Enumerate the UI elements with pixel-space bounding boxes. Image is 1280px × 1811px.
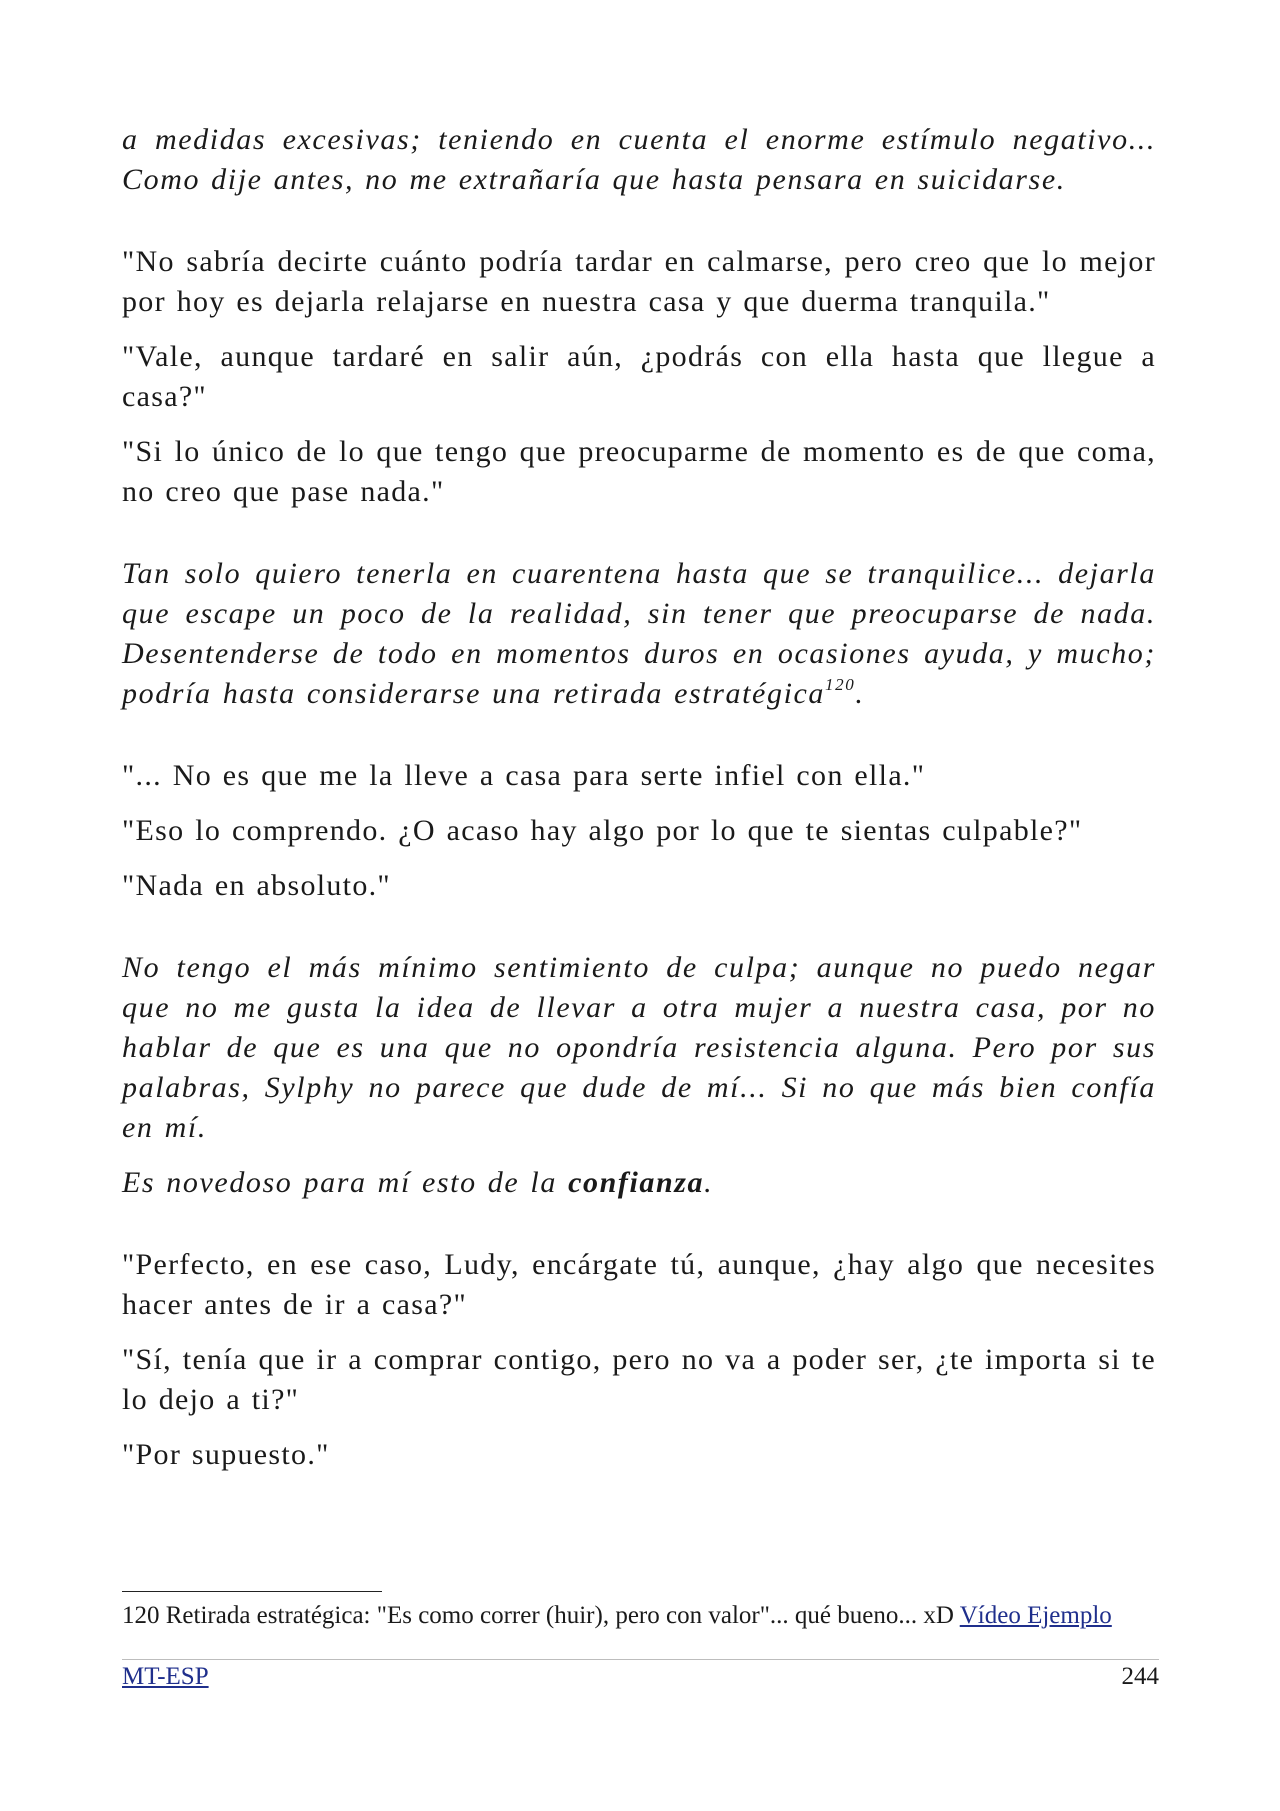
dialogue-paragraph: "... No es que me la lleve a casa para serte infiel con ella." — [122, 759, 926, 792]
narration-punctuation: . — [855, 677, 865, 710]
dialogue-paragraph: "Sí, tenía que ir a comprar contigo, pero no va a poder ser, ¿te importa si te lo dejo a ti?" — [122, 1343, 1156, 1416]
page-number: 244 — [1121, 1663, 1159, 1690]
footnote-divider — [122, 1591, 382, 1592]
narration-text: Es novedoso para mí esto de la — [122, 1166, 569, 1199]
footnote-reference[interactable]: 120 — [825, 675, 856, 694]
narration-paragraph — [122, 1163, 1156, 1203]
emphasis-word: confianza — [568, 1166, 705, 1199]
footer-site-link[interactable]: MT-ESP — [122, 1663, 209, 1690]
dialogue-paragraph: "Vale, aunque tardaré en salir aún, ¿podrás con ella hasta que llegue a casa?" — [122, 340, 1156, 413]
footer-divider — [122, 1659, 1159, 1660]
footnote — [122, 1599, 1156, 1633]
dialogue-paragraph: "Perfecto, en ese caso, Ludy, encárgate tú, aunque, ¿hay algo que necesites hacer antes de ir a casa?" — [122, 1248, 1156, 1321]
dialogue-paragraph: "No sabría decirte cuánto podría tardar en calmarse, pero creo que lo mejor por hoy es dejarla relajarse en nuestra casa y que duerma tranquila." — [122, 245, 1156, 318]
video-example-link[interactable]: Vídeo Ejemplo — [959, 1602, 1112, 1629]
narration-punctuation: . — [704, 1166, 714, 1199]
dialogue-paragraph: "Por supuesto." — [122, 1438, 330, 1471]
dialogue-paragraph: "Eso lo comprendo. ¿O acaso hay algo por lo que te sientas culpable?" — [122, 814, 1083, 847]
dialogue-paragraph: "Nada en absoluto." — [122, 869, 391, 902]
narration-paragraph: a medidas excesivas; teniendo en cuenta el enorme estímulo negativo... Como dije antes, no me extrañaría que hasta pensara en suicidarse. — [122, 123, 1156, 196]
dialogue-paragraph: "Si lo único de lo que tengo que preocuparme de momento es de que coma, no creo que pase nada." — [122, 435, 1156, 508]
narration-paragraph: No tengo el más mínimo sentimiento de culpa; aunque no puedo negar que no me gusta la idea de llevar a otra mujer a nuestra casa, por no hablar de que es una que no opondría resistencia alguna. Pero por sus palabras, Sylphy no parece que dude de mí... Si no que más bien confía en mí. — [122, 951, 1156, 1144]
narration-paragraph — [122, 554, 1156, 714]
page-body — [122, 120, 1156, 1475]
narration-text: Tan solo quiero tenerla en cuarentena hasta que se tranquilice... dejarla que escape un poco de la realidad, sin tener que preocuparse de nada. Desentenderse de todo en momentos duros en ocasiones ayuda, y mucho; podría hasta considerarse una retirada estratégica — [122, 557, 1156, 710]
footnote-text: 120 Retirada estratégica: "Es como correr (huir), pero con valor"... qué bueno... xD — [122, 1602, 960, 1629]
